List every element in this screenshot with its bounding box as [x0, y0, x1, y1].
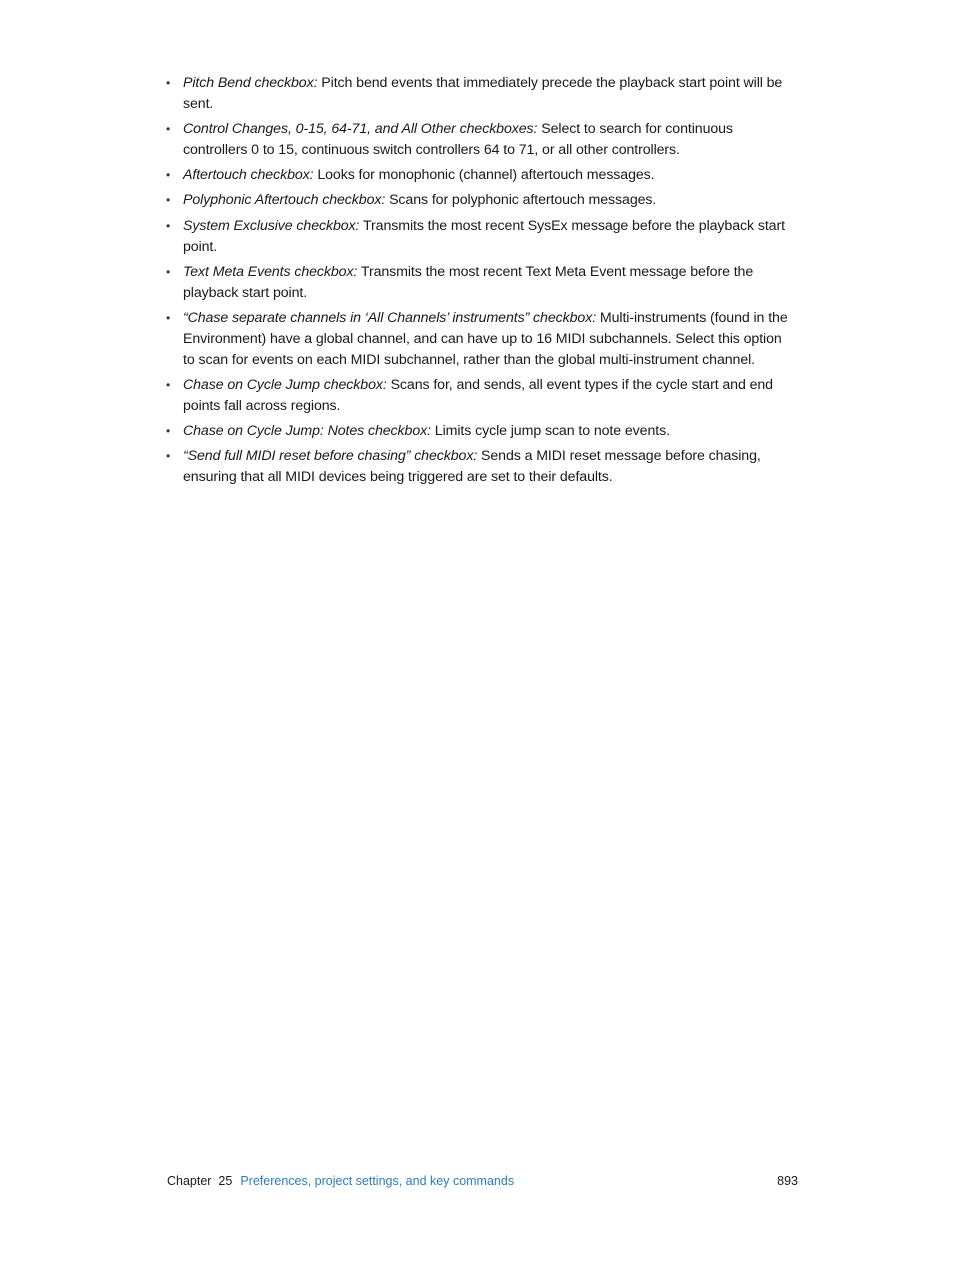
item-term: Chase on Cycle Jump checkbox:: [183, 376, 387, 393]
bullet-icon: •: [166, 168, 171, 183]
page-number: 893: [777, 1174, 798, 1188]
list-item: [166, 216, 796, 258]
bullet-icon: •: [166, 218, 171, 233]
list-item: [166, 262, 796, 304]
item-term: “Send full MIDI reset before chasing” checkbox:: [183, 448, 478, 465]
bullet-list: [166, 73, 796, 492]
bullet-icon: •: [166, 76, 171, 90]
list-item: [166, 308, 796, 370]
bullet-icon: •: [166, 377, 171, 392]
item-description: Scans for, and sends, all event types if the cycle start and end points fall across regions.: [183, 376, 773, 414]
list-item: [166, 165, 796, 186]
item-description: Select to search for continuous controllers 0 to 15, continuous switch controllers 64 to 71, or all other controllers.: [183, 121, 733, 158]
item-description: Sends a MIDI reset message before chasing, ensuring that all MIDI devices being triggered are set to their defaults.: [183, 448, 761, 486]
item-term: System Exclusive checkbox:: [183, 217, 360, 234]
item-description: Pitch bend events that immediately precede the playback start point will be sent.: [183, 75, 783, 112]
item-term: Control Changes, 0-15, 64-71, and All Other checkboxes:: [183, 121, 538, 138]
chapter-title-link[interactable]: Preferences, project settings, and key commands: [240, 1174, 515, 1188]
item-term: Aftertouch checkbox:: [183, 167, 314, 184]
list-item: [166, 375, 796, 417]
bullet-icon: •: [166, 264, 171, 279]
item-description: Limits cycle jump scan to note events.: [434, 422, 670, 439]
chapter-label: Chapter 25: [167, 1174, 233, 1188]
item-description: Looks for monophonic (channel) aftertouch messages.: [317, 167, 655, 184]
item-description: Transmits the most recent Text Meta Event message before the playback start point.: [183, 263, 754, 301]
item-description: Scans for polyphonic aftertouch messages.: [389, 192, 657, 209]
list-item: [166, 421, 796, 442]
bullet-icon: •: [166, 449, 171, 464]
bullet-icon: •: [166, 423, 171, 438]
bullet-icon: •: [166, 310, 171, 325]
item-term: Pitch Bend checkbox:: [183, 75, 318, 91]
item-description: Multi-instruments (found in the Environment) have a global channel, and can have up to 16 MIDI subchannels. Select this option to scan for events on each MIDI subchannel, rather than the global multi-instrument channel.: [183, 309, 788, 368]
item-term: “Chase separate channels in ‘All Channels’ instruments” checkbox:: [183, 309, 597, 326]
item-description: Transmits the most recent SysEx message before the playback start point.: [183, 217, 785, 255]
item-term: Polyphonic Aftertouch checkbox:: [183, 192, 386, 209]
list-item: [166, 119, 796, 161]
bullet-icon: •: [166, 122, 171, 137]
item-term: Text Meta Events checkbox:: [183, 263, 358, 280]
page-footer: [167, 1173, 798, 1189]
item-term: Chase on Cycle Jump: Notes checkbox:: [183, 422, 431, 439]
list-item: [166, 190, 796, 211]
bullet-icon: •: [166, 193, 171, 208]
list-item: [166, 446, 796, 488]
list-item: [166, 73, 796, 115]
